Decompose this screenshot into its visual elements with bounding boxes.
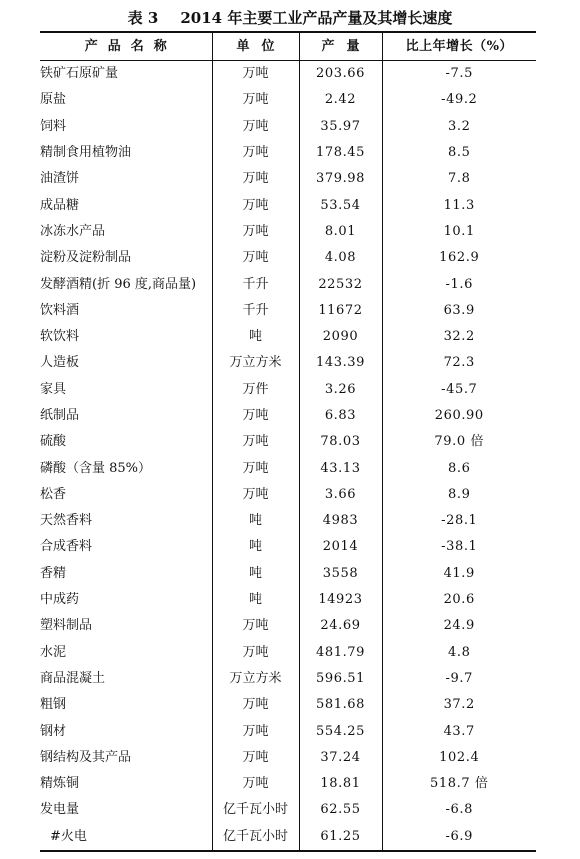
growth-cell: 8.6 <box>382 455 536 481</box>
header-unit: 单位 <box>212 32 299 61</box>
growth-cell: 260.90 <box>382 403 536 429</box>
product-name-cell: 成品糖 <box>40 197 80 213</box>
unit-cell: 吨 <box>212 508 299 534</box>
product-name-cell: #火电 <box>40 824 212 851</box>
unit-cell: 万吨 <box>212 245 299 271</box>
output-cell: 43.13 <box>299 455 382 481</box>
table-row <box>40 324 536 350</box>
product-name-cell: 发酵酒精(折 96 度,商品量) <box>40 276 197 292</box>
table-row <box>40 455 536 481</box>
unit-cell: 万吨 <box>212 219 299 245</box>
table-row <box>40 824 536 851</box>
table-row <box>40 745 536 771</box>
unit-cell: 万吨 <box>212 192 299 218</box>
output-cell: 11672 <box>299 298 382 324</box>
growth-cell: 63.9 <box>382 298 536 324</box>
product-name-cell: 油渣饼 <box>40 171 80 187</box>
table-row <box>40 534 536 560</box>
product-name-cell: 饲料 <box>40 118 67 134</box>
table-caption: 2014 年主要工业产品产量及其增长速度 <box>180 9 453 27</box>
unit-cell: 万吨 <box>212 745 299 771</box>
growth-cell: -6.9 <box>382 824 536 851</box>
product-name-cell: 水泥 <box>40 644 67 660</box>
growth-cell: 11.3 <box>382 192 536 218</box>
product-name-cell: 商品混凝土 <box>40 670 106 686</box>
product-name-cell: 松香 <box>40 486 67 502</box>
table-title <box>0 7 580 29</box>
output-cell: 596.51 <box>299 666 382 692</box>
product-name-cell: 粗钢 <box>40 697 67 713</box>
table-row <box>40 640 536 666</box>
unit-cell: 万立方米 <box>212 666 299 692</box>
growth-cell: 8.9 <box>382 482 536 508</box>
output-cell: 4.08 <box>299 245 382 271</box>
table-row <box>40 245 536 271</box>
table-row <box>40 271 536 297</box>
industrial-output-table <box>40 31 536 852</box>
table-number: 表 3 <box>127 9 159 27</box>
product-name-cell: 香精 <box>40 565 67 581</box>
unit-cell: 万吨 <box>212 87 299 113</box>
output-cell: 53.54 <box>299 192 382 218</box>
growth-cell: -9.7 <box>382 666 536 692</box>
product-name-cell: 天然香料 <box>40 513 93 529</box>
unit-cell: 亿千瓦小时 <box>212 824 299 851</box>
table-row <box>40 114 536 140</box>
table-row <box>40 771 536 797</box>
table-row <box>40 508 536 534</box>
table-row <box>40 377 536 403</box>
growth-cell: 43.7 <box>382 718 536 744</box>
growth-cell: 10.1 <box>382 219 536 245</box>
header-product-name: 产品名称 <box>40 32 212 61</box>
output-cell: 8.01 <box>299 219 382 245</box>
table-row <box>40 666 536 692</box>
growth-cell: 3.2 <box>382 114 536 140</box>
growth-cell: -28.1 <box>382 508 536 534</box>
growth-cell: 72.3 <box>382 350 536 376</box>
product-name-cell: 磷酸（含量 85%） <box>40 460 152 476</box>
unit-cell: 万吨 <box>212 140 299 166</box>
product-name-cell: 精炼铜 <box>40 776 80 792</box>
table-header-row <box>40 32 536 61</box>
growth-cell: 162.9 <box>382 245 536 271</box>
unit-cell: 万吨 <box>212 640 299 666</box>
product-name-cell: 精制食用植物油 <box>40 145 132 161</box>
header-growth: 比上年增长（%） <box>382 32 536 61</box>
product-name-cell: 铁矿石原矿量 <box>40 66 119 82</box>
table-row <box>40 350 536 376</box>
output-cell: 3.26 <box>299 377 382 403</box>
product-name-cell: 发电量 <box>40 802 80 818</box>
unit-cell: 万吨 <box>212 403 299 429</box>
product-name-cell: 中成药 <box>40 592 80 608</box>
growth-cell: 79.0 倍 <box>382 429 536 455</box>
output-cell: 3558 <box>299 561 382 587</box>
table-row <box>40 613 536 639</box>
unit-cell: 吨 <box>212 324 299 350</box>
product-name-cell: 家具 <box>40 381 67 397</box>
growth-cell: -38.1 <box>382 534 536 560</box>
unit-cell: 万吨 <box>212 114 299 140</box>
output-cell: 2090 <box>299 324 382 350</box>
unit-cell: 万吨 <box>212 482 299 508</box>
output-cell: 6.83 <box>299 403 382 429</box>
unit-cell: 吨 <box>212 534 299 560</box>
growth-cell: -45.7 <box>382 377 536 403</box>
unit-cell: 吨 <box>212 561 299 587</box>
unit-cell: 亿千瓦小时 <box>212 797 299 823</box>
output-cell: 2.42 <box>299 87 382 113</box>
table-row <box>40 429 536 455</box>
table-row <box>40 797 536 823</box>
output-cell: 14923 <box>299 587 382 613</box>
table-row <box>40 61 536 88</box>
growth-cell: -7.5 <box>382 61 536 88</box>
product-name-cell: 人造板 <box>40 355 80 371</box>
output-cell: 61.25 <box>299 824 382 851</box>
growth-cell: 102.4 <box>382 745 536 771</box>
output-cell: 203.66 <box>299 61 382 88</box>
growth-cell: 24.9 <box>382 613 536 639</box>
unit-cell: 万吨 <box>212 61 299 88</box>
table-row <box>40 219 536 245</box>
table-row <box>40 482 536 508</box>
table-row <box>40 403 536 429</box>
unit-cell: 万吨 <box>212 692 299 718</box>
table-row <box>40 718 536 744</box>
growth-cell: 32.2 <box>382 324 536 350</box>
table-row <box>40 561 536 587</box>
growth-cell: 37.2 <box>382 692 536 718</box>
output-cell: 379.98 <box>299 166 382 192</box>
table-body <box>40 61 536 851</box>
output-cell: 78.03 <box>299 429 382 455</box>
growth-cell: -6.8 <box>382 797 536 823</box>
unit-cell: 千升 <box>212 298 299 324</box>
unit-cell: 万吨 <box>212 718 299 744</box>
product-name-cell: 纸制品 <box>40 408 80 423</box>
product-name-cell: 原盐 <box>40 92 67 108</box>
output-cell: 24.69 <box>299 613 382 639</box>
product-name-cell: 饮料酒 <box>40 302 80 318</box>
output-cell: 3.66 <box>299 482 382 508</box>
growth-cell: 7.8 <box>382 166 536 192</box>
table-row <box>40 140 536 166</box>
unit-cell: 万立方米 <box>212 350 299 376</box>
table-row <box>40 192 536 218</box>
product-name-cell: 塑料制品 <box>40 618 93 634</box>
output-cell: 2014 <box>299 534 382 560</box>
table-row <box>40 87 536 113</box>
unit-cell: 吨 <box>212 587 299 613</box>
unit-cell: 万吨 <box>212 166 299 192</box>
growth-cell: 8.5 <box>382 140 536 166</box>
header-output: 产量 <box>299 32 382 61</box>
output-cell: 178.45 <box>299 140 382 166</box>
output-cell: 481.79 <box>299 640 382 666</box>
output-cell: 18.81 <box>299 771 382 797</box>
growth-cell: -1.6 <box>382 271 536 297</box>
product-name-cell: 钢材 <box>40 723 67 739</box>
output-cell: 35.97 <box>299 114 382 140</box>
product-name-cell: 冰冻水产品 <box>40 223 106 239</box>
output-cell: 22532 <box>299 271 382 297</box>
growth-cell: -49.2 <box>382 87 536 113</box>
product-name-cell: 硫酸 <box>40 434 67 450</box>
unit-cell: 万吨 <box>212 455 299 481</box>
table-row <box>40 298 536 324</box>
product-name-cell: 钢结构及其产品 <box>40 749 132 765</box>
unit-cell: 万吨 <box>212 613 299 639</box>
output-cell: 37.24 <box>299 745 382 771</box>
unit-cell: 万吨 <box>212 771 299 797</box>
product-name-cell: 合成香料 <box>40 539 93 555</box>
growth-cell: 20.6 <box>382 587 536 613</box>
table-row <box>40 587 536 613</box>
unit-cell: 万件 <box>212 377 299 403</box>
output-cell: 4983 <box>299 508 382 534</box>
growth-cell: 4.8 <box>382 640 536 666</box>
growth-cell: 518.7 倍 <box>382 771 536 797</box>
output-cell: 143.39 <box>299 350 382 376</box>
unit-cell: 万吨 <box>212 429 299 455</box>
output-cell: 554.25 <box>299 718 382 744</box>
unit-cell: 千升 <box>212 271 299 297</box>
table-row <box>40 692 536 718</box>
growth-cell: 41.9 <box>382 561 536 587</box>
product-name-cell: 淀粉及淀粉制品 <box>40 250 132 266</box>
table-row <box>40 166 536 192</box>
output-cell: 62.55 <box>299 797 382 823</box>
product-name-cell: 软饮料 <box>40 329 80 345</box>
output-cell: 581.68 <box>299 692 382 718</box>
